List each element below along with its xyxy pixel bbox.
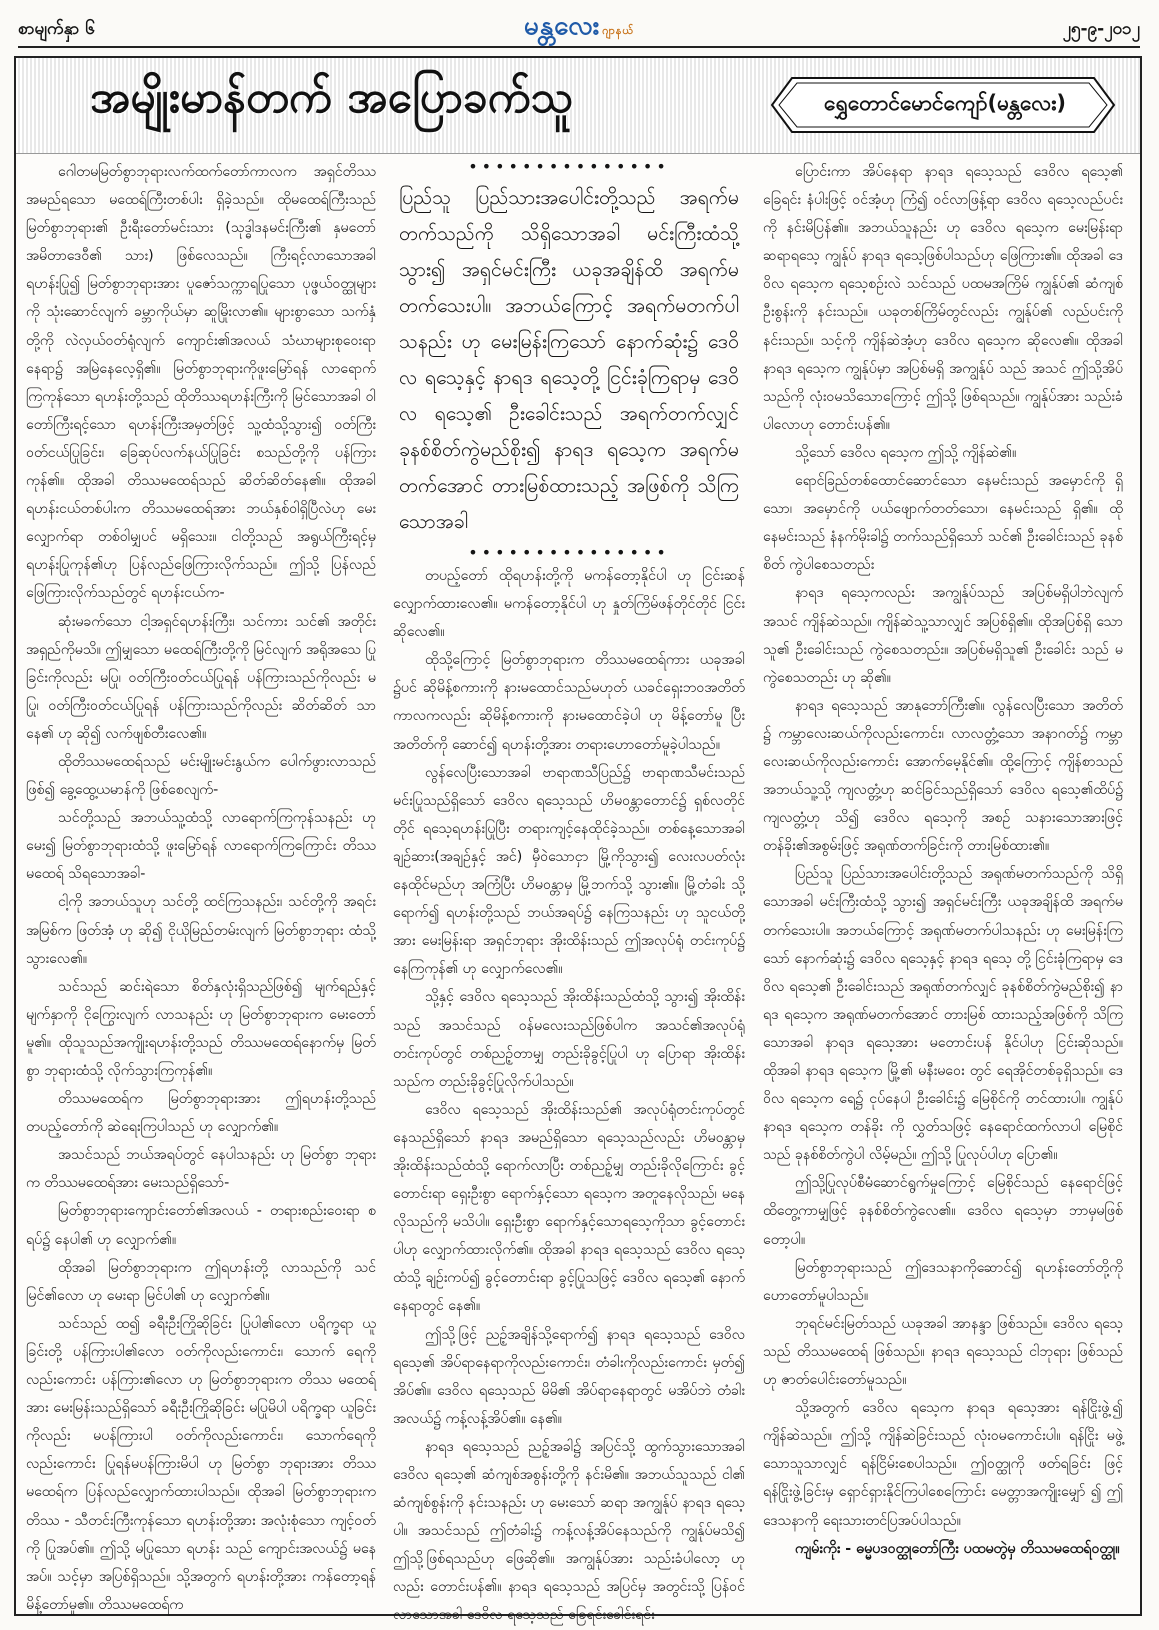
paragraph: ဂေါတမမြတ်စွာဘုရားလက်ထက်တော်ကာလက အရှင်တိဿ အမည်ရသော မထေရ်ကြီးတစ်ပါး ရှိခဲ့သည်။ ထိုမထေရ်ကြီးသည် မြတ်စွာဘုရား၏ ဦးရီးတော်မင်းသား (သုဒ္ဓါဒနမင်းကြီး၏ နှမတော် အမိတာဒေဝီ၏ သား) ဖြစ်လေသည်။ ကြီးရင့်လာသောအခါ ရဟန်းပြု၍ မြတ်စွာဘုရားအား ပူဇော်သက္ကာရပြုသော ပုဖ္ဖယ်ဝတ္ထုများကို သုံးဆောင်လျက် ခမ္ဘာကိုယ်မှာ ဆူမြိုးလာ၏။ များစွာသော သက်နှံ တို့ကို လဲလှယ်ဝတ်ရုံလျက် ကျောင်း၏အလယ် သံဃာများစုဝေးရာ နေရာ၌ အမြဲနေလေ့ရှိ၏။ မြတ်စွာဘုရားကိုဖူးမြော်ရန် လာရောက် ကြကုန်သော ရဟန်းတို့သည် ထိုတိဿရဟန်းကြီးကို မြင်သောအခါ ဝါတော်ကြီးရင့်သော ရဟန်းကြီးအမှတ်ဖြင့် သူ့ထံသို့သွား၍ ဝတ်ကြီး ဝတ်ငယ်ပြုခြင်း၊ ခြေဆုပ်လက်နယ်ပြုခြင်း စသည်တို့ကို ပန်ကြား ကုန်၏။ ထိုအခါ တိဿမထေရ်သည် ဆိတ်ဆိတ်နေ၏။ ထိုအခါ ရဟန်းငယ်တစ်ပါးက တိဿမထေရ်အား ဘယ်နှစ်ဝါရှိပြီလဲဟု မေးလျှောက်ရာ တစ်ဝါမျှပင် မရှိသေး။ ငါတို့သည် အရွယ်ကြီးရင့်မှ ရဟန်းပြုကုန်၏ဟု ပြန်လည်ဖြေကြားလိုက်သည်။ ဤသို့ ပြန်လည် ဖြေကြားလိုက်သည်တွင် ရဟန်းငယ်က- (26, 164, 376, 602)
masthead-subtitle: ဂျာနယ် (602, 24, 635, 37)
masthead-title: မန္တလေး (523, 11, 601, 41)
article-author: ရွှေတောင်မောင်ကျော်(မန္တလေး) (823, 91, 1067, 115)
paragraph: သင်တို့သည် အဘယ်သူ့ထံသို့ လာရောက်ကြကုန်သနည်း ဟု မေး၍ မြတ်စွာဘုရားထံသို့ ဖူးမြော်ရန် လာရောက်ကြကြောင်း တိဿမထေရ် သိရသောအခါ- (26, 810, 376, 883)
paragraph: ဆုံးမခက်သော ငါ့အရှင်ရဟန်းကြီး၊ သင်ကား သင်၏ အတိုင်း အရှည်ကိုမသိ။ ဤမျှသော မထေရ်ကြီးတို့ကို မြင်လျက် အရိုအသေ ပြုခြင်းကိုလည်း မပြု၊ ဝတ်ကြီးဝတ်ငယ်ပြုရန် ပန်ကြားသည်ကိုလည်း မပြု၊ ဝတ်ကြီးဝတ်ငယ်ပြုရန် ပန်ကြားသည်ကိုလည်း ဆိတ်ဆိတ် သာနေ၏ ဟု ဆို၍ လက်ဖျစ်တီးလေ၏။ (26, 613, 376, 742)
paragraph: သို့နှင့် ဒေဝိလ ရသေ့သည် အိုးထိန်းသည်ထံသို့ သွား၍ အိုးထိန်း သည် အသင်သည် ဝန်မလေးသည်ဖြစ်ပါက အသင်၏အလုပ်ရုံ တင်းကုပ်တွင် တစ်ညဥ့်တာမျှ တည်းခိုခွင့်ပြုပါ ဟု ပြောရာ အိုးထိန်း သည်က တည်းခိုခွင့်ပြုလိုက်ပါသည်။ (393, 989, 745, 1090)
paragraph: အသင်သည် ဘယ်အရပ်တွင် နေပါသနည်း ဟု မြတ်စွာ ဘုရားက တိဿမထေရ်အား မေးသည်ရှိသော်- (26, 1147, 376, 1192)
pull-quote-divider-top: ••••••••••••••• (468, 157, 670, 176)
header-rule (18, 46, 1140, 48)
pull-quote-divider-bottom: ••••••••••••••• (468, 543, 670, 562)
paragraph: ရောင်ခြည်တစ်ထောင်ဆောင်သော နေမင်းသည် အမှောင်ကို ရှိသော၊ အမှောင်ကို ပယ်ဖျောက်တတ်သော၊ နေမင်းသည် ရှိ၏။ ထို နေမင်းသည် နံနက်မိုးခါ၌ တက်သည်ရှိသော် သင်၏ ဦးခေါင်းသည် ခုနစ်စိတ် ကွဲပါစေသတည်း (763, 473, 1123, 574)
paragraph: နာရဒ ရသေ့သည် ညဥ့်အခါ၌ အပြင်သို့ ထွက်သွားသောအခါ ဒေဝိလ ရသေ့၏ ဆံကျစ်အစွန်းတို့ကို နင်းမိ၏။ အဘယ်သူသည် ငါ၏ ဆံကျစ်စွန်းကို နင်းသနည်း ဟု မေးသော် ဆရာ အကျွန်ုပ် နာရဒ ရသေ့ပါ။ အသင်သည် ဤတံခါး၌ ကန့်လန့်အိပ်နေသည်ကို ကျွန်ုပ်မသိ၍ ဤသို့ဖြစ်ရသည်ဟု ဖြေဆို၏။ အကျွန်ုပ်အား သည်းခံပါလော့ ဟုလည်း တောင်းပန်၏။ နာရဒ ရသေ့သည် အပြင်မှ အတွင်းသို့ ပြန်ဝင်လာသောအခါ ဒေဝိလ ရသေ့သည် ခြေရင်းခေါင်းရင်း (393, 1438, 745, 1624)
masthead-logo (524, 8, 634, 47)
paragraph: သို့သော် ဒေဝိလ ရသေ့က ဤသို့ ကျိန်ဆဲ၏။ (795, 444, 1017, 461)
source-credit: ကျမ်းကိုး - ဓမ္မပဒဝတ္ထုတော်ကြီး ပထမတွဲမှ တိဿမထေရ်ဝတ္ထု။ (795, 1540, 1120, 1557)
paragraph: ထိုတိဿမထေရ်သည် မင်းမျိုးမင်းနွယ်က ပေါက်ဖွားလာသည် ဖြစ်၍ ခွေ့ထွေ့ယမာန်ကို ဖြစ်စေလျက်- (26, 753, 376, 799)
paragraph: ပြောင်းကာ အိပ်နေရာ နာရဒ ရသေ့သည် ဒေဝိလ ရသေ့၏ ခြေရင်း နံပါးဖြင့် ဝင်အံ့ဟု ကြံ၍ ဝင်လာဖြန့်ရာ ဒေဝိလ ရသေ့လည်ပင်းကို နင်းမိပြန်၏။ အဘယ်သူနည်း ဟု ဒေဝိလ ရသေ့က မေးမြန်းရာ ဆရာရသေ့ ကျွန်ုပ် နာရဒ ရသေ့ဖြစ်ပါသည်ဟု ဖြေကြား၏။ ထိုအခါ ဒေဝိလ ရသေ့က ရသေ့စဉ်းလဲ သင်သည် ပထမအကြိမ် ကျွန်ုပ်၏ ဆံကျစ်ဦးစွန်းကို နင်းသည်။ ယခုတစ်ကြိမ်တွင်လည်း ကျွန်ုပ်၏ လည်ပင်းကို နင်းသည်။ သင့်ကို ကျိန်ဆဲအံ့ဟု ဒေဝိလ ရသေ့က ဆိုလေ၏။ ထိုအခါ နာရဒ ရသေ့က ကျွန်ုပ်မှာ အပြစ်မရှိ အကျွန်ုပ် သည် အသင် ဤသို့အိပ်သည်ကို လုံးဝမသိသောကြောင့် ဤသို့ ဖြစ်ရသည်။ ကျွန်ုပ်အား သည်းခံပါလောဟု တောင်းပန်၏။ (763, 164, 1123, 433)
column-2 (393, 157, 745, 1624)
paragraph: သင်သည် ထ၍ ခရီးဦးကြိုဆိုခြင်း ပြုပါ၏လော ပရိက္ခရာ ယူခြင်းတို့ ပန်ကြားပါ၏လော ဝတ်ကိုလည်းကောင်း၊ သောက် ရေကိုလည်းကောင်း ပန်ကြား၏လော ဟု မြတ်စွာဘုရားက တိဿ မထေရ်အား မေးမြန်းသည်ရှိသော် ခရီးဦးကြိုဆိုခြင်း မပြုမိပါ ပရိက္ခရာ ယူခြင်းကိုလည်း မပန်ကြားပါ ဝတ်ကိုလည်းကောင်း၊ သောက်ရေကိုလည်းကောင်း ပြုရန်မပန်ကြားမိပါ ဟု မြတ်စွာ ဘုရားအား တိဿမထေရ်က ပြန်လည်လျှောက်ထားပါသည်။ ထိုအခါ မြတ်စွာဘုရားက တိဿ - သီတင်းကြီးကုန်သော ရဟန်းတို့အား အလုံးစုံသော ကျင့်ဝတ်ကို ပြုအပ်၏။ ဤသို့ မပြုသော ရဟန်း သည် ကျောင်းအလယ်၌ မနေအပ်။ သင့်မှာ အပြစ်ရှိသည်။ သို့အတွက် ရဟန်းတို့အား ကန်တော့ရန် မိန့်တော်မူ၏။ တိဿမထေရ်က (26, 1315, 376, 1613)
article-title: အမျိုးမာန်တက် အပြောခက်သူ (90, 72, 574, 123)
author-badge (770, 76, 1116, 134)
page-number: စာမျက်နှာ ၆ (18, 19, 95, 39)
issue-date: ၂၅-၉-၂၀၁၂ (1062, 19, 1140, 39)
paragraph: တပည့်တော် ထိုရဟန်းတို့ကို မကန်တော့နိုင်ပါ ဟု ငြင်းဆန် လျှောက်ထားလေ၏။ မကန်တော့နိုင်ပါ ဟု နှုတ်ကြိမ်ဖန်တိုင်တိုင် ငြင်းဆိုလေ၏။ (393, 568, 745, 641)
paragraph: ပြည်သူ ပြည်သားအပေါင်းတို့သည် အရုဏ်မတက်သည်ကို သိရှိ သောအခါ မင်းကြီးထံသို့ သွား၍ အရှင်မင်းကြီး ယခုအချိန်ထိ အရက်မတက်သေးပါ။ အဘယ်ကြောင့် အရုဏ်မတက်ပါသနည်း ဟု မေးမြန်းကြသော် နောက်ဆုံး၌ ဒေဝိလ ရသေ့နှင့် နာရဒ ရသေ့ တို့ ငြင်းခုံကြရာမှ ဒေဝိလ ရသေ့၏ ဦးခေါင်းသည် အရုဏ်တက်လျှင် ခုနစ်စိတ်ကွဲမည်စိုး၍ နာရဒ ရသေ့က အရုဏ်မတက်အောင် တားမြစ် ထားသည့်အဖြစ်ကို သိကြသောအခါ နာရဒ ရသေ့အား မတောင်းပန် နိုင်ပါဟု ငြင်းဆိုသည်။ ထိုအခါ နာရဒ ရသေ့က မြို့၏ မနီးမဝေး တွင် ရေအိုင်တစ်ခုရှိသည်။ ဒေဝိလ ရသေ့က ရေ၌ ငုပ်နေပါ ဦးခေါင်း၌ မြေစိုင်ကို တင်ထားပါ။ ကျွန်ုပ် နာရဒ ရသေ့က တန်ခိုး ကို လွှတ်သဖြင့် နေရောင်ထက်လာပါ မြေစိုင်သည် ခုနစ်စိတ်ကွဲပါ လိမ့်မည်။ ဤသို့ ပြုလုပ်ပါဟု ပြော၏။ (763, 866, 1123, 1164)
paragraph: ဒေဝိလ ရသေ့သည် အိုးထိန်းသည်၏ အလုပ်ရုံတင်းကုပ်တွင် နေသည်ရှိသော် နာရဒ အမည်ရှိသော ရသေ့သည်လည်း ဟိမဝန္တာမှ အိုးထိန်းသည်ထံသို့ ရောက်လာပြီး တစ်ညဥ့်မျှ တည်းခိုလိုကြောင်း ခွင့်တောင်းရာ ရှေးဦးစွာ ရောက်နှင့်သော ရသေ့က အတူနေလိုသည်၊ မနေလိုသည်ကို မသိပါ။ ရှေးဦးစွာ ရောက်နှင့်သောရသေ့ကိုသာ ခွင့်တောင်းပါဟု လျှောက်ထားလိုက်၏။ ထိုအခါ နာရဒ ရသေ့သည် ဒေဝိလ ရသေ့ထံသို့ ချဉ်းကပ်၍ ခွင့်တောင်းရာ ခွင့်ပြုသဖြင့် ဒေဝိလ ရသေ့၏ နောက်နေရာတွင် နေ၏။ (393, 1101, 745, 1315)
paragraph: ဤသို့ဖြင့် ညဥ့်အချိန်သို့ရောက်၍ နာရဒ ရသေ့သည် ဒေဝိလ ရသေ့၏ အိပ်ရာနေရာကိုလည်းကောင်း၊ တံခါးကိုလည်းကောင်း မှတ်၍ အိပ်၏။ ဒေဝိလ ရသေ့သည် မိမိ၏ အိပ်ရာနေရာတွင် မအိပ်ဘဲ တံခါး အလယ်၌ ကန့်လန့်အိပ်၏။ နေ၏။ (393, 1326, 745, 1427)
column-1 (26, 158, 376, 1613)
title-banner (16, 58, 1140, 154)
paragraph: နာရဒ ရသေ့သည် အာနုဘော်ကြီး၏။ လွန်လေပြီးသော အတိတ် ၌ ကမ္ဘာလေးဆယ်ကိုလည်းကောင်း၊ လာလတ္တံ့သော အနာဂတ်၌ ကမ္ဘာလေးဆယ်ကိုလည်းကောင်း အောက်မေ့နိုင်၏။ ထို့ကြောင့် ကျိန်စာသည် အဘယ်သူ့သို့ ကျလတ္တံ့ဟု ဆင်ခြင်သည်ရှိသော် ဒေဝိလ ရသေ့၏ထိပ်၌ ကျလတ္တံ့ဟု သိ၍ ဒေဝိလ ရသေ့ကို အစဉ် သနားသောအားဖြင့် တန်ခိုး၏အစွမ်းဖြင့် အရုဏ်တက်ခြင်းကို တားမြစ်ထား၏။ (763, 697, 1123, 855)
paragraph: ဘုရင်မင်းမြတ်သည် ယခုအခါ အာနန္ဒာ ဖြစ်သည်။ ဒေဝိလ ရသေ့သည် တိဿမထေရ် ဖြစ်သည်။ နာရဒ ရသေ့သည် ငါဘုရား ဖြစ်သည်ဟု ဇာတ်ပေါင်းတော်မူသည်။ (763, 1315, 1123, 1389)
paragraph: သို့အတွက် ဒေဝိလ ရသေ့က နာရဒ ရသေ့အား ရန်ငြိုးဖွဲ့၍ ကျိန်ဆဲသည်။ ဤသို့ ကျိန်ဆဲခြင်းသည် လုံးဝမကောင်းပါ။ ရန်ငြိုး မဖွဲ့သောသူသာလျှင် ရန်ငြိမ်းစေပါသည်။ ဤဝတ္ထုကို ဖတ်ရခြင်း ဖြင့် ရန်ငြိုးဖွဲ့ခြင်းမှ ရှောင်ရှားနိုင်ကြပါစေကြောင်း မေတ္တာအကျိုးမျှော် ၍ ဤဒေသနာကို ရေးသားတင်ပြအပ်ပါသည်။ (763, 1400, 1123, 1529)
paragraph: ထိုသို့ကြောင့် မြတ်စွာဘုရားက တိဿမထေရ်ကား ယခုအခါ ၌ပင် ဆိုမိန့်စကားကို နားမထောင်သည်မဟုတ် ယခင်ရှေးဘဝအတိတ် ကာလကလည်း ဆိုမိန့်စကားကို နားမထောင်ခဲ့ပါ ဟု မိန့်တော်မူ ပြီး အတိတ်ကို ဆောင်၍ ရဟန်းတို့အား တရားဟောတော်မူခဲ့ပါသည်။ (393, 652, 745, 753)
column-3 (763, 158, 1123, 1608)
paragraph: သင်သည် ဆင်းရဲသော စိတ်နှလုံးရှိသည်ဖြစ်၍ မျက်ရည်နှင့် မျက်နှာကို ငိုကြွေးလျက် လာသနည်း ဟု မြတ်စွာဘုရားက မေးတော်မူ၏။ ထိုသူသည်အကျိုးရဟန်းတို့သည် တိဿမထေရ်နောက်မှ မြတ်စွာ ဘုရားထံသို့ လိုက်သွားကြကုန်၏။ (26, 978, 376, 1079)
paragraph: တိဿမထေရ်က မြတ်စွာဘုရားအား ဤရဟန်းတို့သည် တပည့်တော်ကို ဆဲရေးကြပါသည် ဟု လျှောက်၏။ (26, 1091, 376, 1136)
paragraph: ဤသို့ပြုလုပ်စီမံဆောင်ရွက်မှုကြောင့် မြေစိုင်သည် နေရောင်ဖြင့် ထိတွေ့ကာမျှဖြင့် ခုနစ်စိတ်ကွဲလေ၏။ ဒေဝိလ ရသေ့မှာ ဘာမှမဖြစ် တော့ပါ။ (763, 1175, 1123, 1248)
paragraph: ထိုအခါ မြတ်စွာဘုရားက ဤရဟန်းတို့ လာသည်ကို သင်မြင်၏လော ဟု မေးရာ မြင်ပါ၏ ဟု လျှောက်၏။ (26, 1259, 376, 1304)
paragraph: ငါ့ကို အဘယ်သူဟု သင်တို့ ထင်ကြသနည်း၊ သင်တို့ကို အရင်း အမြစ်က ဖြတ်အံ့ ဟု ဆို၍ ငိုယိုမြည်တမ်းလျက် မြတ်စွာဘုရား ထံသို့ သွားလေ၏။ (26, 894, 376, 967)
page-header (18, 11, 1140, 44)
paragraph: လွန်လေပြီးသောအခါ ဗာရာဏသီပြည်၌ ဗာရာဏသီမင်းသည် မင်းပြုသည်ရှိသော် ဒေဝိလ ရသေ့သည် ဟိမဝန္တာတောင်၌ ရှစ်လတိုင်တိုင် ရသေ့ရဟန်းပြုပြီး တရားကျင့်နေထိုင်ခဲ့သည်။ တစ်နေ့သောအခါ ချဉ်ဆား(အချဉ်နှင့် အင်) မှီဝဲသောငှာ မြို့ကိုသွား၍ လေးလပတ်လုံး နေထိုင်မည်ဟု အကြံပြီး ဟိမဝန္တာမှ မြို့ဘက်သို့ သွား၏။ မြို့တံခါး သို့ ရောက်၍ ရဟန်းတို့သည် ဘယ်အရပ်၌ နေကြသနည်း ဟု သူငယ်တို့အား မေးမြန်းရာ အရှင်ဘုရား အိုးထိန်းသည် ဤအလုပ်ရုံ တင်းကုပ်၌ နေကြကုန်၏ ဟု လျှောက်လေ၏။ (393, 764, 745, 978)
paragraph: မြတ်စွာဘုရားသည် ဤဒေသနာကိုဆောင်၍ ရဟန်းတော်တို့ကို ဟောတော်မူပါသည်။ (763, 1259, 1123, 1304)
paragraph: နာရဒ ရသေ့ကလည်း အကျွန်ုပ်သည် အပြစ်မရှိပါဘဲလျက် အသင် ကျိန်ဆဲသည်။ ကျိန်ဆဲသူ့သာလျှင် အပြစ်ရှိ၏။ ထိုအပြစ်ရှိ သော သူ၏ ဦးခေါင်းသည် ကွဲစေသတည်း။ အပြစ်မရှိသူ၏ ဦးခေါင်း သည် မကွဲစေသတည်း ဟု ဆို၏။ (763, 585, 1123, 686)
pull-quote: ပြည်သူ ပြည်သားအပေါင်းတို့သည် အရက်မတက်သည်ကို သိရှိသောအခါ မင်းကြီးထံသို့ သွား၍ အရှင်မင်းကြီး ယခုအချိန်ထိ အရက်မတက်သေးပါ။ အဘယ်ကြောင့် အရက်မတက်ပါသနည်း ဟု မေးမြန်းကြသော် နောက်ဆုံး၌ ဒေဝိလ ရသေ့နှင့် နာရဒ ရသေ့တို့ ငြင်းခုံကြရာမှ ဒေဝိလ ရသေ့၏ ဦးခေါင်းသည် အရက်တက်လျှင် ခုနစ်စိတ်ကွဲမည်စိုး၍ နာရဒ ရသေ့က အရက်မတက်အောင် တားမြစ်ထားသည့် အဖြစ်ကို သိကြသောအခါ (399, 186, 739, 533)
paragraph: မြတ်စွာဘုရားကျောင်းတော်၏အလယ် - တရားစည်းဝေးရာ စရပ်၌ နေပါ၏ ဟု လျှောက်၏။ (26, 1203, 376, 1248)
